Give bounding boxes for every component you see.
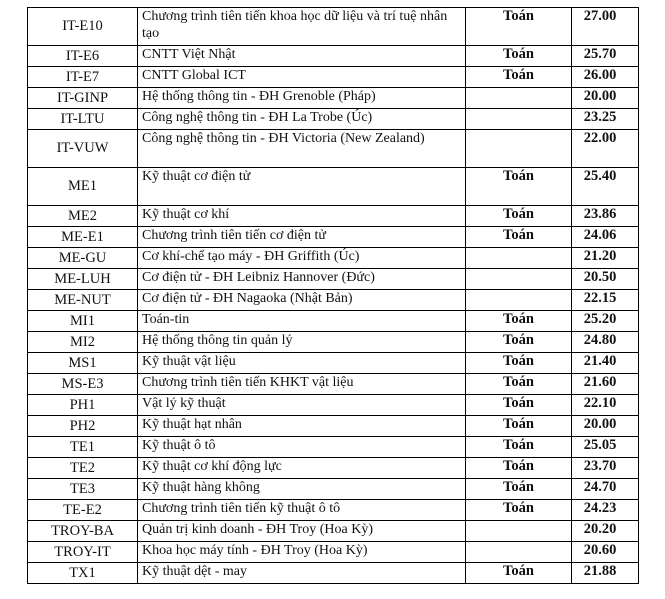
cutoff-score-cell: 24.23 — [572, 500, 639, 521]
table-row — [28, 67, 639, 88]
cutoff-score-cell: 23.25 — [572, 109, 639, 130]
priority-subject-cell: Toán — [466, 206, 572, 227]
program-name-cell: Kỹ thuật hàng không — [138, 479, 466, 500]
program-code-cell: MI1 — [28, 311, 138, 332]
program-name-cell: Chương trình tiên tiến KHKT vật liệu — [138, 374, 466, 395]
cutoff-score-cell: 24.06 — [572, 227, 639, 248]
program-code-cell: TE1 — [28, 437, 138, 458]
priority-subject-cell: Toán — [466, 458, 572, 479]
table-row — [28, 521, 639, 542]
cutoff-score-cell: 25.20 — [572, 311, 639, 332]
table-row — [28, 8, 639, 46]
program-code-cell: TE2 — [28, 458, 138, 479]
program-code-cell: IT-GINP — [28, 88, 138, 109]
cutoff-score-cell: 25.05 — [572, 437, 639, 458]
cutoff-score-cell: 20.50 — [572, 269, 639, 290]
program-name-cell: Chương trình tiên tiến cơ điện tử — [138, 227, 466, 248]
table-row — [28, 168, 639, 206]
cutoff-score-cell: 22.10 — [572, 395, 639, 416]
priority-subject-cell — [466, 248, 572, 269]
cutoff-score-cell: 21.88 — [572, 563, 639, 584]
priority-subject-cell: Toán — [466, 374, 572, 395]
table-row — [28, 46, 639, 67]
table-row — [28, 563, 639, 584]
table-row — [28, 248, 639, 269]
cutoff-score-cell: 22.00 — [572, 130, 639, 168]
program-name-cell: Toán-tin — [138, 311, 466, 332]
table-row — [28, 437, 639, 458]
priority-subject-cell: Toán — [466, 479, 572, 500]
priority-subject-cell: Toán — [466, 311, 572, 332]
cutoff-score-cell: 25.70 — [572, 46, 639, 67]
program-name-cell: Kỹ thuật ô tô — [138, 437, 466, 458]
priority-subject-cell — [466, 521, 572, 542]
priority-subject-cell: Toán — [466, 395, 572, 416]
program-name-cell: Kỹ thuật cơ điện tử — [138, 168, 466, 206]
table-row — [28, 458, 639, 479]
table-body — [28, 8, 639, 584]
admission-score-table — [27, 7, 639, 584]
program-code-cell: PH2 — [28, 416, 138, 437]
priority-subject-cell: Toán — [466, 500, 572, 521]
cutoff-score-cell: 21.20 — [572, 248, 639, 269]
cutoff-score-cell: 20.20 — [572, 521, 639, 542]
cutoff-score-cell: 23.86 — [572, 206, 639, 227]
program-code-cell: ME-NUT — [28, 290, 138, 311]
cutoff-score-cell: 23.70 — [572, 458, 639, 479]
table-row — [28, 500, 639, 521]
cutoff-score-cell: 27.00 — [572, 8, 639, 46]
priority-subject-cell: Toán — [466, 46, 572, 67]
priority-subject-cell — [466, 109, 572, 130]
cutoff-score-cell: 20.60 — [572, 542, 639, 563]
program-name-cell: Kỹ thuật cơ khí — [138, 206, 466, 227]
program-code-cell: IT-VUW — [28, 130, 138, 168]
priority-subject-cell — [466, 290, 572, 311]
cutoff-score-cell: 25.40 — [572, 168, 639, 206]
table-row — [28, 395, 639, 416]
program-name-cell: Cơ khí-chế tạo máy - ĐH Griffith (Úc) — [138, 248, 466, 269]
table-row — [28, 206, 639, 227]
program-code-cell: ME-LUH — [28, 269, 138, 290]
program-code-cell: TROY-IT — [28, 542, 138, 563]
table-row — [28, 542, 639, 563]
table-row — [28, 416, 639, 437]
program-code-cell: IT-E7 — [28, 67, 138, 88]
table-row — [28, 227, 639, 248]
cutoff-score-cell: 20.00 — [572, 416, 639, 437]
program-name-cell: Chương trình tiên tiến khoa học dữ liệu và trí tuệ nhân tạo — [138, 8, 466, 46]
cutoff-score-cell: 20.00 — [572, 88, 639, 109]
program-name-cell: Kỹ thuật hạt nhân — [138, 416, 466, 437]
program-code-cell: ME-E1 — [28, 227, 138, 248]
cutoff-score-cell: 22.15 — [572, 290, 639, 311]
priority-subject-cell: Toán — [466, 416, 572, 437]
priority-subject-cell: Toán — [466, 332, 572, 353]
priority-subject-cell — [466, 269, 572, 290]
table-row — [28, 311, 639, 332]
program-code-cell: TX1 — [28, 563, 138, 584]
program-code-cell: IT-E6 — [28, 46, 138, 67]
cutoff-score-cell: 21.60 — [572, 374, 639, 395]
program-code-cell: MS-E3 — [28, 374, 138, 395]
table-row — [28, 374, 639, 395]
priority-subject-cell — [466, 542, 572, 563]
priority-subject-cell — [466, 130, 572, 168]
program-name-cell: Cơ điện tử - ĐH Nagaoka (Nhật Bản) — [138, 290, 466, 311]
table-row — [28, 332, 639, 353]
program-name-cell: Khoa học máy tính - ĐH Troy (Hoa Kỳ) — [138, 542, 466, 563]
cutoff-score-cell: 24.80 — [572, 332, 639, 353]
program-code-cell: PH1 — [28, 395, 138, 416]
program-name-cell: Vật lý kỹ thuật — [138, 395, 466, 416]
program-name-cell: Chương trình tiên tiến kỹ thuật ô tô — [138, 500, 466, 521]
program-name-cell: Kỹ thuật cơ khí động lực — [138, 458, 466, 479]
priority-subject-cell: Toán — [466, 168, 572, 206]
program-code-cell: MS1 — [28, 353, 138, 374]
program-code-cell: IT-LTU — [28, 109, 138, 130]
program-code-cell: MI2 — [28, 332, 138, 353]
table-row — [28, 130, 639, 168]
priority-subject-cell: Toán — [466, 353, 572, 374]
table-row — [28, 88, 639, 109]
program-code-cell: ME-GU — [28, 248, 138, 269]
program-code-cell: TROY-BA — [28, 521, 138, 542]
program-code-cell: IT-E10 — [28, 8, 138, 46]
priority-subject-cell: Toán — [466, 227, 572, 248]
program-name-cell: CNTT Việt Nhật — [138, 46, 466, 67]
table-row — [28, 353, 639, 374]
program-code-cell: ME2 — [28, 206, 138, 227]
priority-subject-cell: Toán — [466, 8, 572, 46]
table-row — [28, 290, 639, 311]
table-row — [28, 269, 639, 290]
program-code-cell: TE-E2 — [28, 500, 138, 521]
program-name-cell: Hệ thống thông tin quản lý — [138, 332, 466, 353]
program-name-cell: Công nghệ thông tin - ĐH La Trobe (Úc) — [138, 109, 466, 130]
cutoff-score-cell: 24.70 — [572, 479, 639, 500]
program-name-cell: Cơ điện tử - ĐH Leibniz Hannover (Đức) — [138, 269, 466, 290]
program-name-cell: Kỹ thuật dệt - may — [138, 563, 466, 584]
cutoff-score-cell: 21.40 — [572, 353, 639, 374]
program-name-cell: Công nghệ thông tin - ĐH Victoria (New Zealand) — [138, 130, 466, 168]
priority-subject-cell: Toán — [466, 437, 572, 458]
table-row — [28, 479, 639, 500]
program-name-cell: Kỹ thuật vật liệu — [138, 353, 466, 374]
program-code-cell: TE3 — [28, 479, 138, 500]
program-name-cell: Hệ thống thông tin - ĐH Grenoble (Pháp) — [138, 88, 466, 109]
cutoff-score-cell: 26.00 — [572, 67, 639, 88]
priority-subject-cell — [466, 88, 572, 109]
priority-subject-cell: Toán — [466, 67, 572, 88]
priority-subject-cell: Toán — [466, 563, 572, 584]
program-name-cell: CNTT Global ICT — [138, 67, 466, 88]
program-code-cell: ME1 — [28, 168, 138, 206]
program-name-cell: Quản trị kinh doanh - ĐH Troy (Hoa Kỳ) — [138, 521, 466, 542]
table-row — [28, 109, 639, 130]
